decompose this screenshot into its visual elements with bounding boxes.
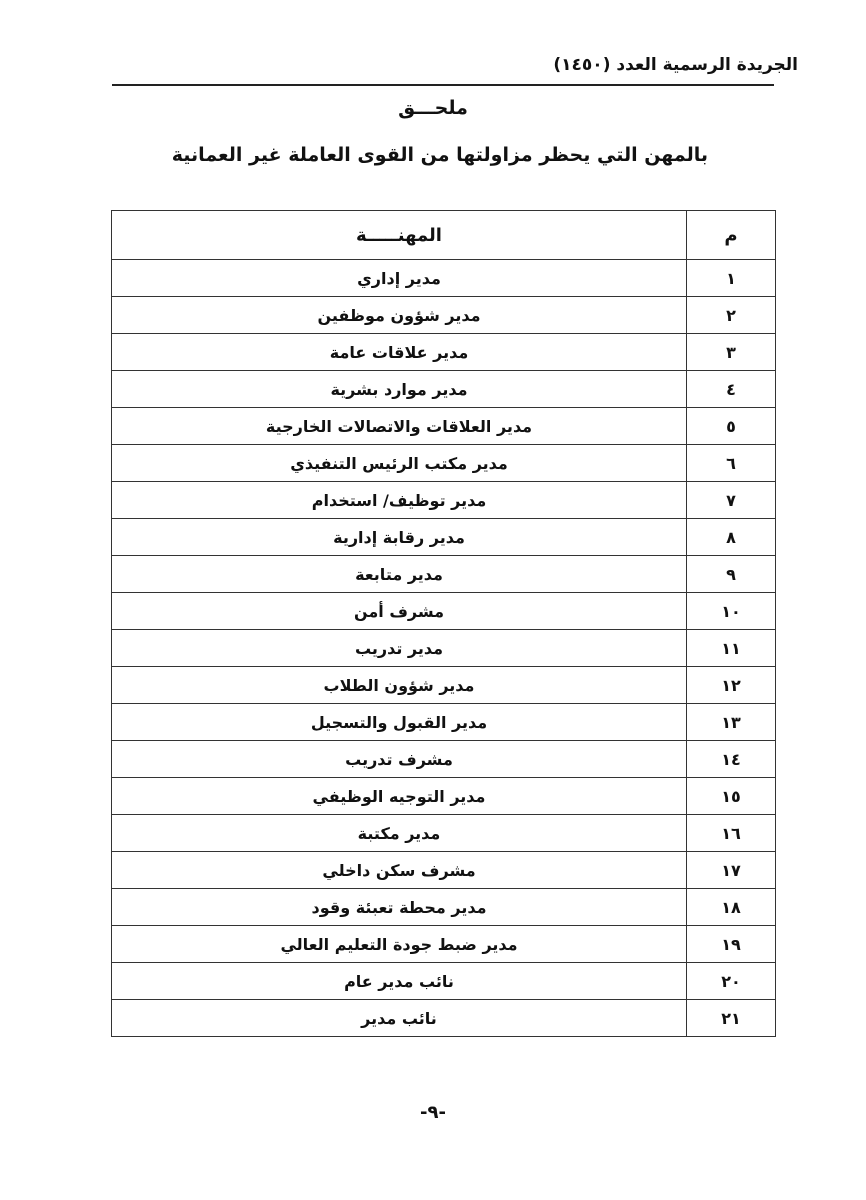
table-row <box>112 889 776 926</box>
row-number: ١٣ <box>687 704 776 741</box>
row-number: ٢١ <box>687 1000 776 1037</box>
table-row <box>112 260 776 297</box>
table-row <box>112 1000 776 1037</box>
row-number: ١٤ <box>687 741 776 778</box>
profession-name: نائب مدير عام <box>112 963 687 1000</box>
row-number: ١٩ <box>687 926 776 963</box>
row-number: ٩ <box>687 556 776 593</box>
profession-name: مشرف سكن داخلي <box>112 852 687 889</box>
row-number: ٥ <box>687 408 776 445</box>
table-row <box>112 815 776 852</box>
profession-name: مدير مكتب الرئيس التنفيذي <box>112 445 687 482</box>
profession-name: مدير رقابة إدارية <box>112 519 687 556</box>
table-row <box>112 334 776 371</box>
table-row <box>112 519 776 556</box>
profession-name: مدير شؤون موظفين <box>112 297 687 334</box>
column-header-number: م <box>687 211 776 260</box>
table-row <box>112 630 776 667</box>
table-row <box>112 667 776 704</box>
row-number: ١١ <box>687 630 776 667</box>
table-row <box>112 556 776 593</box>
profession-name: مدير مكتبة <box>112 815 687 852</box>
table-row <box>112 778 776 815</box>
row-number: ٢٠ <box>687 963 776 1000</box>
profession-name: مدير ضبط جودة التعليم العالي <box>112 926 687 963</box>
document-subtitle: بالمهن التي يحظر مزاولتها من القوى العاملة غير العمانية <box>171 144 708 166</box>
profession-name: مدير إداري <box>112 260 687 297</box>
profession-name: مدير العلاقات والاتصالات الخارجية <box>112 408 687 445</box>
profession-name: مدير علاقات عامة <box>112 334 687 371</box>
professions-table <box>111 210 776 1037</box>
table-row <box>112 741 776 778</box>
row-number: ٣ <box>687 334 776 371</box>
document-title: ملحـــق <box>398 97 468 119</box>
row-number: ١ <box>687 260 776 297</box>
table-row <box>112 408 776 445</box>
row-number: ١٢ <box>687 667 776 704</box>
table-row <box>112 926 776 963</box>
table-row <box>112 704 776 741</box>
profession-name: مشرف أمن <box>112 593 687 630</box>
table-header-row <box>112 211 776 260</box>
profession-name: مدير محطة تعبئة وقود <box>112 889 687 926</box>
row-number: ١٨ <box>687 889 776 926</box>
table-row <box>112 371 776 408</box>
profession-name: مدير القبول والتسجيل <box>112 704 687 741</box>
profession-name: مدير تدريب <box>112 630 687 667</box>
row-number: ١٥ <box>687 778 776 815</box>
profession-name: مشرف تدريب <box>112 741 687 778</box>
row-number: ١٦ <box>687 815 776 852</box>
profession-name: مدير توظيف/ استخدام <box>112 482 687 519</box>
table-row <box>112 445 776 482</box>
table-row <box>112 963 776 1000</box>
row-number: ٨ <box>687 519 776 556</box>
table-row <box>112 593 776 630</box>
profession-name: مدير التوجيه الوظيفي <box>112 778 687 815</box>
table-body <box>112 260 776 1037</box>
row-number: ١٠ <box>687 593 776 630</box>
row-number: ٦ <box>687 445 776 482</box>
row-number: ٤ <box>687 371 776 408</box>
header-divider <box>112 84 774 86</box>
table-row <box>112 852 776 889</box>
profession-name: مدير شؤون الطلاب <box>112 667 687 704</box>
row-number: ٢ <box>687 297 776 334</box>
page-number: -٩- <box>420 1102 446 1123</box>
profession-name: مدير متابعة <box>112 556 687 593</box>
row-number: ١٧ <box>687 852 776 889</box>
gazette-header: الجريدة الرسمية العدد (١٤٥٠) <box>553 55 798 75</box>
column-header-profession: المهنـــــة <box>112 211 687 260</box>
table-row <box>112 482 776 519</box>
row-number: ٧ <box>687 482 776 519</box>
profession-name: مدير موارد بشرية <box>112 371 687 408</box>
profession-name: نائب مدير <box>112 1000 687 1037</box>
table-row <box>112 297 776 334</box>
